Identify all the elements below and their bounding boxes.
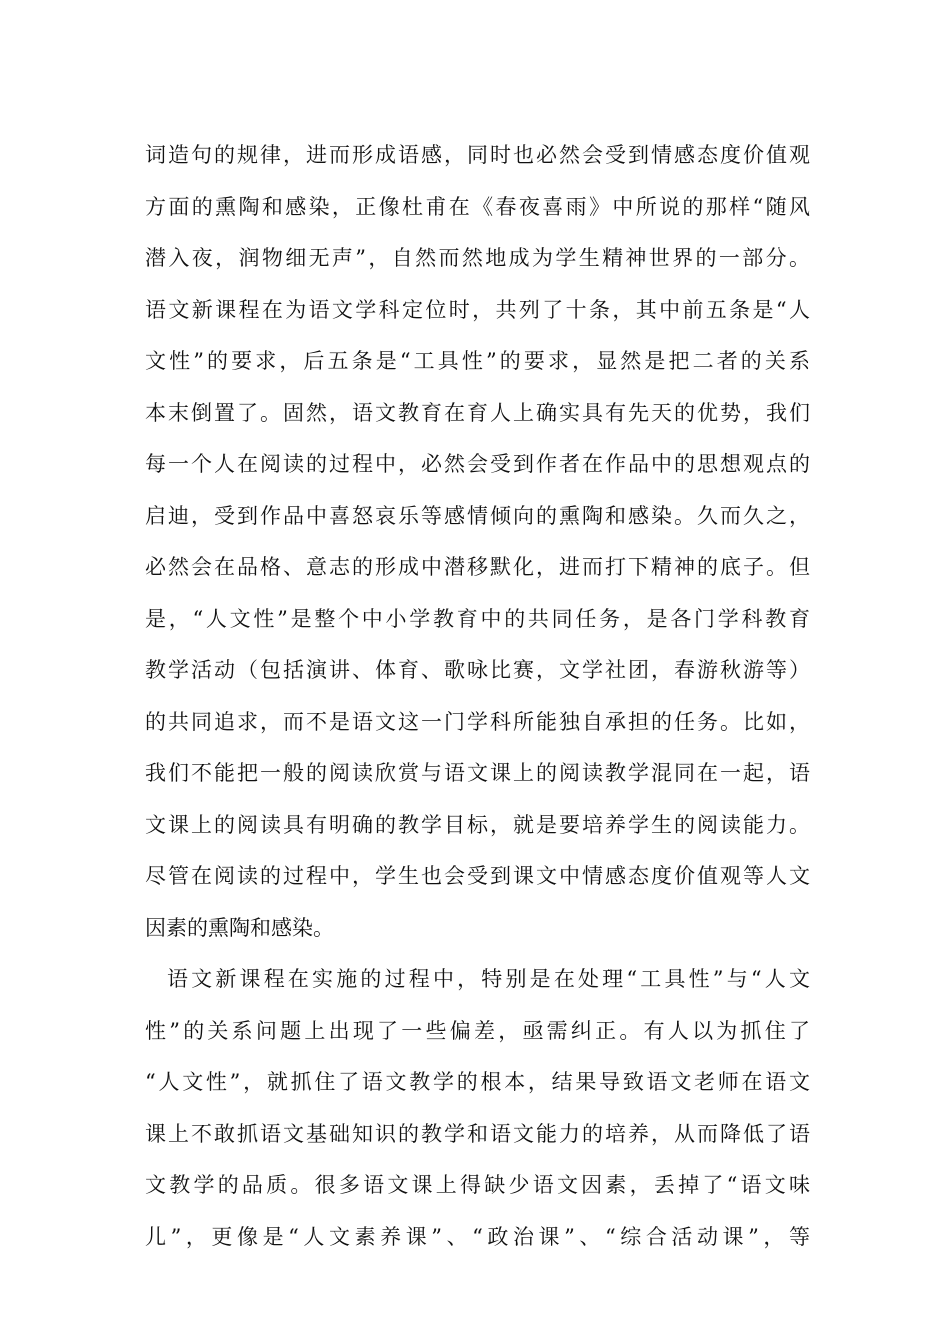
- text-line: 的共同追求，而不是语文这一门学科所能独自承担的任务。比如，: [145, 709, 810, 734]
- text-line: 儿”，更像是“人文素养课”、“政治课”、“综合活动课”，等: [145, 1224, 810, 1249]
- text-line: 方面的熏陶和感染，正像杜甫在《春夜喜雨》中所说的那样“随风: [145, 194, 810, 219]
- text-line: 文教学的品质。很多语文课上得缺少语文因素，丢掉了“语文味: [145, 1173, 810, 1197]
- text-line: 尽管在阅读的过程中，学生也会受到课文中情感态度价值观等人文: [145, 864, 810, 888]
- text-line: 教学活动（包括演讲、体育、歌咏比赛，文学社团，春游秋游等）: [145, 658, 810, 682]
- text-line: 本末倒置了。固然，语文教育在育人上确实具有先天的优势，我们: [145, 400, 810, 425]
- text-line: 潜入夜，润物细无声”，自然而然地成为学生精神世界的一部分。: [145, 246, 810, 270]
- body-text: [145, 130, 810, 1263]
- text-line: 文性”的要求，后五条是“工具性”的要求，显然是把二者的关系: [145, 349, 810, 373]
- text-line: 词造句的规律，进而形成语感，同时也必然会受到情感态度价值观: [145, 143, 810, 167]
- text-line: 必然会在品格、意志的形成中潜移默化，进而打下精神的底子。但: [145, 555, 810, 579]
- text-line: 课上不敢抓语文基础知识的教学和语文能力的培养，从而降低了语: [145, 1121, 810, 1146]
- text-line: 是，“人文性”是整个中小学教育中的共同任务，是各门学科教育: [145, 606, 810, 631]
- text-line: 语文新课程在实施的过程中，特别是在处理“工具性”与“人文: [167, 967, 810, 991]
- text-line: 文课上的阅读具有明确的教学目标，就是要培养学生的阅读能力。: [145, 812, 810, 837]
- text-line: 启迪，受到作品中喜怒哀乐等感情倾向的熏陶和感染。久而久之，: [145, 503, 810, 528]
- text-line: 每一个人在阅读的过程中，必然会受到作者在作品中的思想观点的: [145, 452, 810, 476]
- text-line: 性”的关系问题上出现了一些偏差，亟需纠正。有人以为抓住了: [145, 1018, 810, 1043]
- text-line: 我们不能把一般的阅读欣赏与语文课上的阅读教学混同在一起，语: [145, 761, 810, 785]
- text-line: “人文性”，就抓住了语文教学的根本，结果导致语文老师在语文: [145, 1070, 810, 1094]
- text-line: 语文新课程在为语文学科定位时，共列了十条，其中前五条是“人: [145, 297, 810, 322]
- text-line: 因素的熏陶和感染。: [145, 915, 334, 940]
